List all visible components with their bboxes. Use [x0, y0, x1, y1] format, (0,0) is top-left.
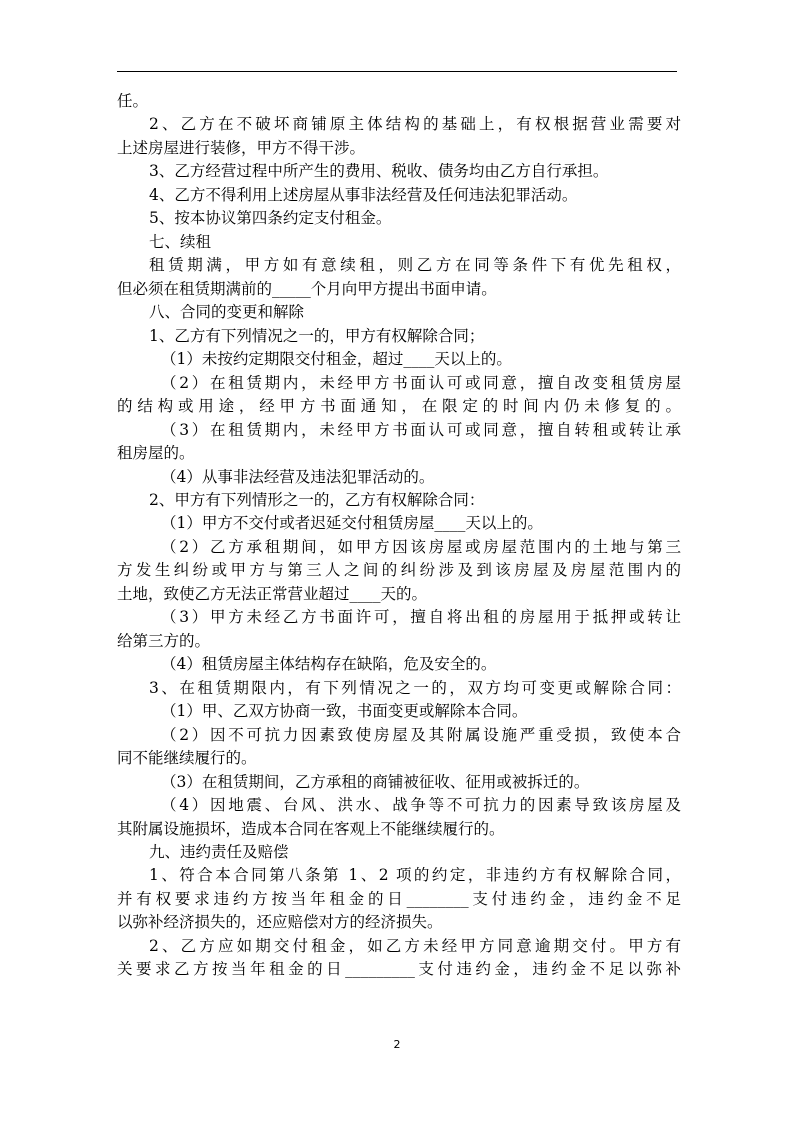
text-line: 其附属设施损坏，造成本合同在客观上不能继续履行的。 [117, 819, 505, 838]
text-line: 上述房屋进行装修，甲方不得干涉。 [117, 138, 366, 157]
text-line: 方发生纠纷或甲方与第三人之间的纠纷涉及到该房屋及房屋范围内的 [117, 561, 681, 580]
sub-clause-line: （4）从事非法经营及违法犯罪活动的。 [161, 467, 435, 486]
clause-line: 5、按本协议第四条约定支付租金。 [149, 209, 392, 228]
text-line: 租房屋的。 [117, 444, 195, 463]
sub-clause-line: （1）甲、乙双方协商一致，书面变更或解除本合同。 [161, 702, 528, 721]
text-line: 土地，致使乙方无法正常营业超过____天的。 [117, 584, 428, 603]
clause-line: 4、乙方不得利用上述房屋从事非法经营及任何违法犯罪活动。 [149, 185, 578, 204]
header-rule [117, 71, 677, 72]
document-body [117, 90, 681, 982]
text-line: 但必须在租赁期满前的_____个月向甲方提出书面申请。 [117, 279, 497, 298]
clause-line: 3、在租赁期限内，有下列情况之一的，双方均可变更或解除合同： [149, 678, 681, 697]
section-heading: 八、合同的变更和解除 [149, 303, 305, 322]
sub-clause-line: （2）因不可抗力因素致使房屋及其附属设施严重受损，致使本合 [161, 725, 681, 744]
text-line: 以弥补经济损失的，还应赔偿对方的经济损失。 [117, 913, 443, 932]
sub-clause-line: （4）因地震、台风、洪水、战争等不可抗力的因素导致该房屋及 [161, 796, 681, 815]
text-line: 关要求乙方按当年租金的日_________支付违约金，违约金不足以弥补 [117, 960, 681, 979]
text-line: 同不能继续履行的。 [117, 749, 257, 768]
clause-line: 1、符合本合同第八条第 1、2 项的约定，非违约方有权解除合同， [149, 866, 681, 885]
text-line: 的结构或用途，经甲方书面通知，在限定的时间内仍未修复的。 [117, 397, 681, 416]
sub-clause-line: （3）在租赁期间，乙方承租的商铺被征收、征用或被拆迁的。 [161, 772, 590, 791]
section-heading: 九、违约责任及赔偿 [149, 843, 289, 861]
text-line: 并有权要求违约方按当年租金的日________支付违约金，违约金不足 [117, 889, 681, 908]
clause-line: 2、乙方在不破坏商铺原主体结构的基础上，有权根据营业需要对 [149, 115, 681, 134]
sub-clause-line: （2）乙方承租期间，如甲方因该房屋或房屋范围内的土地与第三 [161, 537, 681, 556]
page-number: 2 [393, 1038, 401, 1051]
sub-clause-line: （4）租赁房屋主体结构存在缺陷，危及安全的。 [161, 655, 497, 674]
clause-line: 2、甲方有下列情形之一的，乙方有权解除合同： [149, 490, 485, 509]
text-line: 给第三方的。 [117, 631, 211, 650]
sub-clause-line: （3）甲方未经乙方书面许可，擅自将出租的房屋用于抵押或转让 [161, 608, 681, 627]
clause-line: 1、乙方有下列情况之一的，甲方有权解除合同； [149, 326, 485, 345]
clause-line: 2、乙方应如期交付租金，如乙方未经甲方同意逾期交付。甲方有 [149, 936, 681, 955]
section-heading: 七、续租 [149, 232, 212, 251]
text-line: 任。 [117, 92, 149, 110]
sub-clause-line: （1）甲方不交付或者迟延交付租赁房屋____天以上的。 [161, 514, 543, 533]
sub-clause-line: （1）未按约定期限交付租金，超过____天以上的。 [161, 350, 512, 369]
sub-clause-line: （3）在租赁期内，未经甲方书面认可或同意，擅自转租或转让承 [161, 420, 681, 439]
clause-line: 3、乙方经营过程中所产生的费用、税收、债务均由乙方自行承担。 [149, 162, 609, 181]
sub-clause-line: （2）在租赁期内，未经甲方书面认可或同意，擅自改变租赁房屋 [161, 373, 681, 392]
text-line: 租赁期满，甲方如有意续租，则乙方在同等条件下有优先租权， [149, 256, 681, 275]
